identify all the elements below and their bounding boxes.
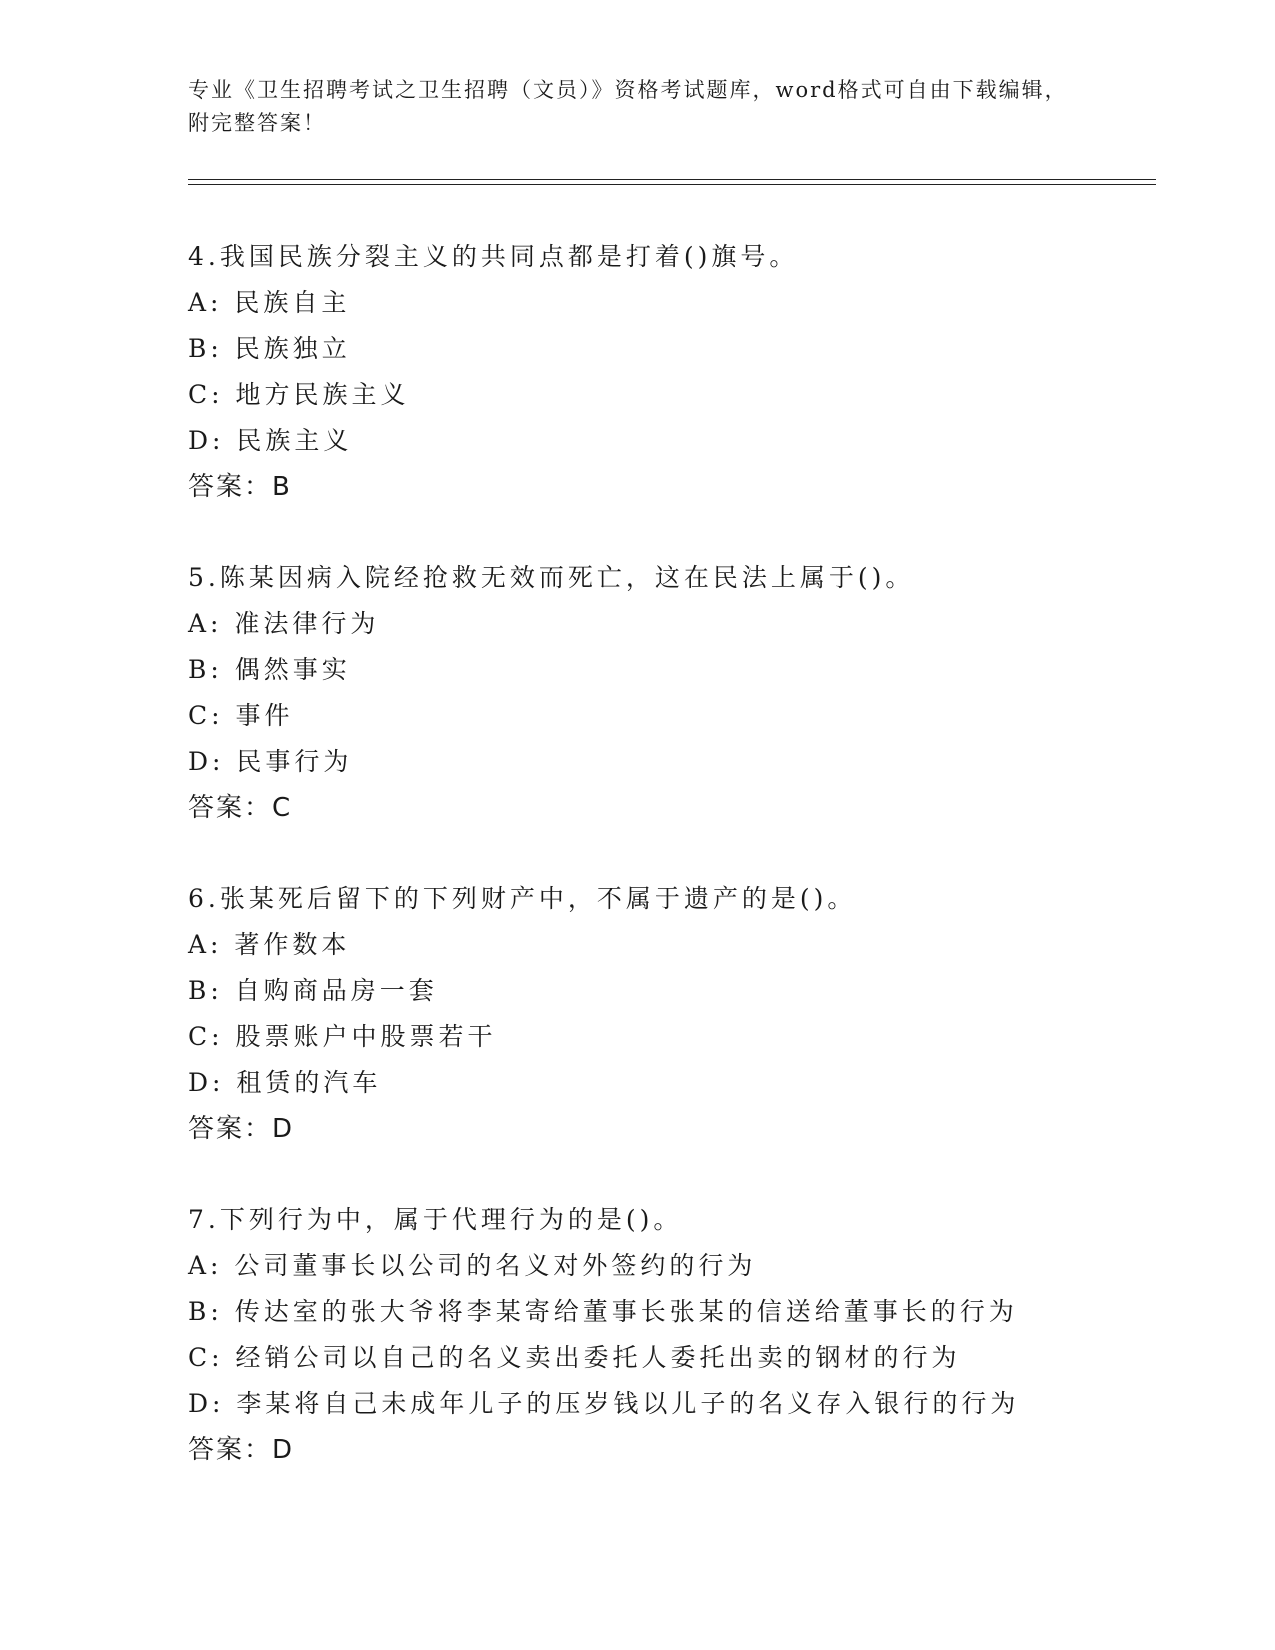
question-block <box>188 234 1188 510</box>
question-block <box>188 1197 1188 1473</box>
question-stem: 7.下列行为中，属于代理行为的是()。 <box>188 1205 683 1234</box>
option-a: A: 公司董事长以公司的名义对外签约的行为 <box>188 1251 757 1280</box>
option-c: C: 事件 <box>188 701 294 730</box>
option-c: C: 股票账户中股票若干 <box>188 1022 497 1051</box>
header-divider-bottom <box>188 184 1156 185</box>
question-block <box>188 555 1188 831</box>
option-d: D: 民族主义 <box>188 426 353 455</box>
option-d: D: 租赁的汽车 <box>188 1068 382 1097</box>
question-stem: 4.我国民族分裂主义的共同点都是打着()旗号。 <box>188 242 799 271</box>
option-b: B: 民族独立 <box>188 334 351 363</box>
question-stem: 5.陈某因病入院经抢救无效而死亡，这在民法上属于()。 <box>188 563 915 592</box>
option-c: C: 地方民族主义 <box>188 380 410 409</box>
option-a: A: 准法律行为 <box>188 609 380 638</box>
question-stem: 6.张某死后留下的下列财产中，不属于遗产的是()。 <box>188 884 857 913</box>
option-b: B: 传达室的张大爷将李某寄给董事长张某的信送给董事长的行为 <box>188 1297 1018 1326</box>
option-b: B: 偶然事实 <box>188 655 351 684</box>
option-a: A: 民族自主 <box>188 288 351 317</box>
answer-line: 答案：D <box>188 1114 295 1144</box>
option-c: C: 经销公司以自己的名义卖出委托人委托出卖的钢材的行为 <box>188 1343 961 1372</box>
option-b: B: 自购商品房一套 <box>188 976 438 1005</box>
option-d: D: 李某将自己未成年儿子的压岁钱以儿子的名义存入银行的行为 <box>188 1389 1020 1418</box>
document-header: 专业《卫生招聘考试之卫生招聘（文员）》资格考试题库，word格式可自由下载编辑，附完整答案！ <box>188 78 1068 135</box>
question-block <box>188 876 1188 1152</box>
header-divider-top <box>188 179 1156 180</box>
answer-line: 答案：C <box>188 793 293 823</box>
option-a: A: 著作数本 <box>188 930 351 959</box>
option-d: D: 民事行为 <box>188 747 353 776</box>
answer-line: 答案：D <box>188 1435 295 1465</box>
answer-line: 答案：B <box>188 472 292 502</box>
